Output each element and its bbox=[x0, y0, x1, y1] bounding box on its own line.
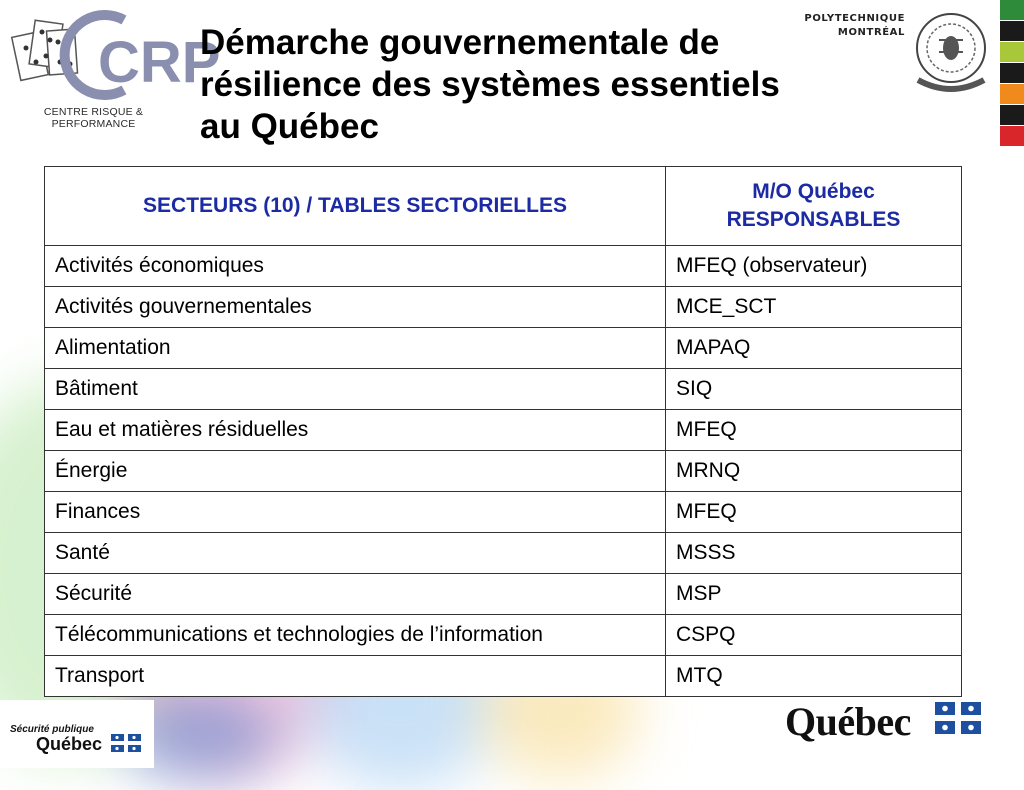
table-row bbox=[45, 574, 962, 615]
responsable-cell: MAPAQ bbox=[666, 328, 962, 369]
table-row bbox=[45, 287, 962, 328]
title-line-2: résilience des systèmes essentiels bbox=[200, 65, 780, 104]
color-stripe bbox=[1000, 126, 1024, 146]
quebec-flag-small-icon bbox=[111, 734, 141, 752]
table-row bbox=[45, 328, 962, 369]
color-stripe-bar bbox=[1000, 0, 1024, 147]
crp-logo bbox=[6, 4, 221, 130]
table-row bbox=[45, 615, 962, 656]
title-line-1: Démarche gouvernementale de bbox=[200, 23, 720, 62]
color-stripe bbox=[1000, 105, 1024, 125]
responsable-cell: MRNQ bbox=[666, 451, 962, 492]
responsable-cell: MSP bbox=[666, 574, 962, 615]
responsable-cell: MTQ bbox=[666, 656, 962, 697]
color-stripe bbox=[1000, 84, 1024, 104]
table-header-row bbox=[45, 167, 962, 246]
table-row bbox=[45, 533, 962, 574]
color-stripe bbox=[1000, 21, 1024, 41]
poly-line-1: POLYTECHNIQUE bbox=[804, 13, 905, 24]
header-responsables bbox=[666, 167, 962, 246]
responsable-cell: SIQ bbox=[666, 369, 962, 410]
sector-cell: Activités gouvernementales bbox=[45, 287, 666, 328]
sector-cell: Eau et matières résiduelles bbox=[45, 410, 666, 451]
table-row bbox=[45, 410, 962, 451]
sector-cell: Télécommunications et technologies de l’information bbox=[45, 615, 666, 656]
color-stripe bbox=[1000, 0, 1024, 20]
responsable-cell: MFEQ bbox=[666, 410, 962, 451]
polytechnique-wordmark bbox=[790, 12, 905, 40]
responsable-cell: CSPQ bbox=[666, 615, 962, 656]
sp-quebec-text: Québec bbox=[36, 734, 103, 754]
sector-table bbox=[44, 166, 962, 697]
responsable-cell: MFEQ bbox=[666, 492, 962, 533]
quebec-flag-icon bbox=[935, 702, 981, 734]
color-stripe bbox=[1000, 63, 1024, 83]
sector-cell: Transport bbox=[45, 656, 666, 697]
poly-line-2: MONTRÉAL bbox=[837, 27, 905, 38]
sector-cell: Activités économiques bbox=[45, 246, 666, 287]
sector-cell: Sécurité bbox=[45, 574, 666, 615]
sector-cell: Bâtiment bbox=[45, 369, 666, 410]
polytechnique-seal-icon bbox=[908, 6, 994, 96]
table-row bbox=[45, 369, 962, 410]
responsable-cell: MFEQ (observateur) bbox=[666, 246, 962, 287]
page-title bbox=[200, 22, 890, 148]
sector-cell: Alimentation bbox=[45, 328, 666, 369]
crp-tagline: CENTRE RISQUE & PERFORMANCE bbox=[43, 106, 144, 130]
table-row bbox=[45, 451, 962, 492]
securite-publique-logo bbox=[0, 700, 154, 768]
table-body bbox=[45, 246, 962, 697]
header-responsables-text: M/O Québec RESPONSABLES bbox=[726, 180, 901, 231]
quebec-wordmark-logo bbox=[785, 700, 985, 742]
sector-cell: Santé bbox=[45, 533, 666, 574]
header-sectors: SECTEURS (10) / TABLES SECTORIELLES bbox=[45, 167, 666, 246]
sector-cell: Finances bbox=[45, 492, 666, 533]
quebec-wordmark: Québec bbox=[785, 699, 911, 744]
svg-text:CRP: CRP bbox=[98, 30, 221, 95]
responsable-cell: MSSS bbox=[666, 533, 962, 574]
color-stripe bbox=[1000, 42, 1024, 62]
table-row bbox=[45, 492, 962, 533]
sp-label: Sécurité publique bbox=[10, 724, 94, 735]
sector-cell: Énergie bbox=[45, 451, 666, 492]
title-line-3: au Québec bbox=[200, 107, 379, 146]
responsable-cell: MCE_SCT bbox=[666, 287, 962, 328]
crp-logo-icon bbox=[6, 4, 221, 104]
table-row bbox=[45, 246, 962, 287]
table-row bbox=[45, 656, 962, 697]
